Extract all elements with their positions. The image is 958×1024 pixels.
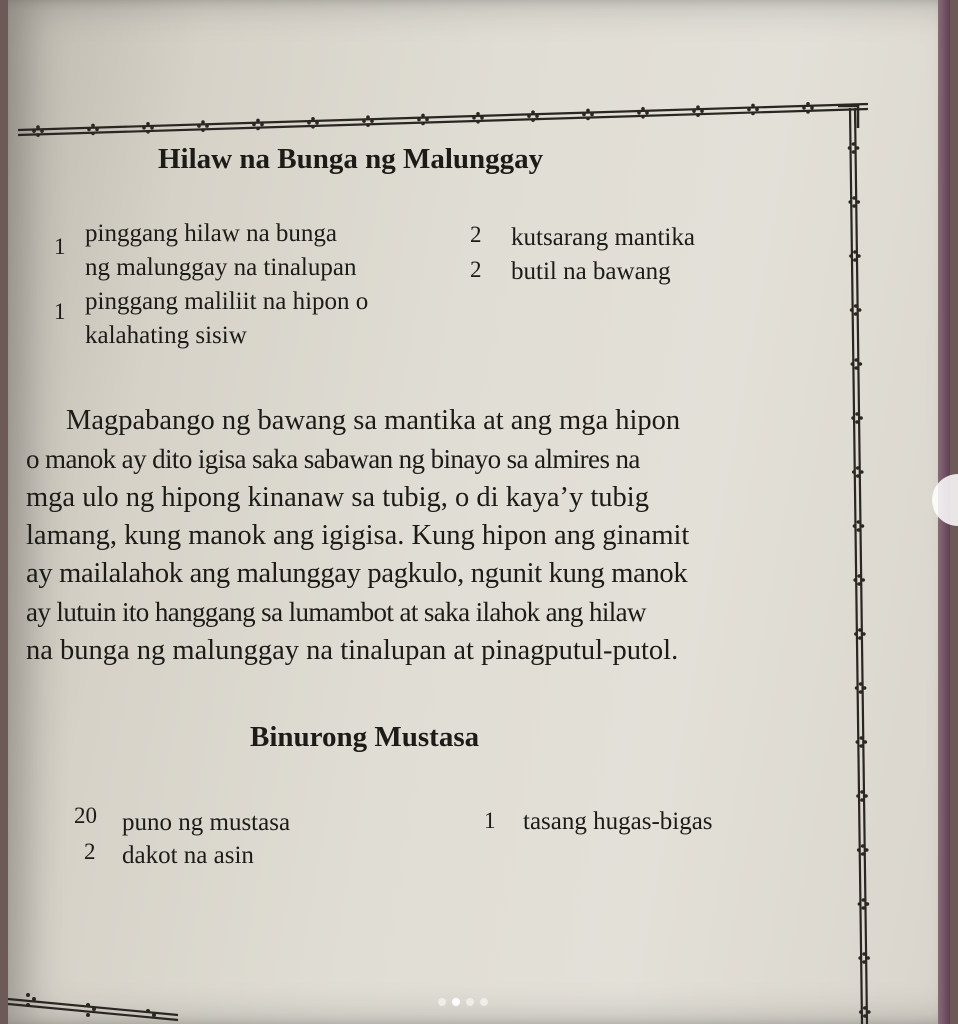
ingredient-text: butil na bawang	[511, 258, 671, 285]
carousel-dot[interactable]	[480, 998, 488, 1006]
carousel-dot[interactable]	[452, 998, 460, 1006]
instruction-line: ay lutuin ito hanggang sa lumambot at saka ilahok ang hilaw	[26, 597, 646, 628]
recipe-title: Binurong Mustasa	[250, 721, 480, 753]
ingredient-qty: 2	[470, 257, 482, 282]
recipe-instructions	[26, 402, 836, 670]
ingredient-text: tasang hugas-bigas	[523, 808, 713, 835]
ingredient-qty: 1	[484, 808, 496, 833]
carousel-dot[interactable]	[438, 998, 446, 1006]
ingredient-text: dakot na asin	[122, 842, 254, 869]
ingredient-qty: 20	[74, 803, 97, 828]
recipe-title: Hilaw na Bunga ng Malunggay	[158, 143, 544, 175]
decorative-border-bottom	[8, 985, 178, 1024]
carousel-indicator	[438, 998, 488, 1006]
ingredient-qty: 2	[470, 222, 482, 247]
ingredient-text: kutsarang mantika	[511, 224, 695, 251]
instruction-line: lamang, kung manok ang igigisa. Kung hipon ang ginamit	[26, 519, 690, 551]
decorative-border-top	[8, 98, 870, 138]
ingredient-text: pinggang hilaw na bunga	[85, 220, 338, 247]
ingredient-text: puno ng mustasa	[122, 809, 291, 836]
ingredient-text: ng malunggay na tinalupan	[85, 254, 357, 281]
decorative-border-right	[840, 108, 880, 1024]
ingredient-qty: 1	[54, 299, 66, 324]
ingredient-qty: 1	[54, 234, 66, 259]
instruction-line: na bunga ng malunggay na tinalupan at pinagputul-putol.	[26, 634, 679, 666]
book-page	[8, 0, 950, 1024]
ingredient-text: kalahating sisiw	[85, 322, 247, 349]
carousel-dot[interactable]	[466, 998, 474, 1006]
instruction-line: ay mailalahok ang malunggay pagkulo, ngunit kung manok	[26, 558, 688, 590]
ingredient-text: pinggang maliliit na hipon o	[85, 288, 369, 315]
instruction-line: o manok ay dito igisa saka sabawan ng binayo sa almires na	[26, 444, 640, 475]
ingredient-qty: 2	[84, 839, 96, 864]
instruction-line: Magpabango ng bawang sa mantika at ang mga hipon	[66, 405, 681, 436]
instruction-line: mga ulo ng hipong kinanaw sa tubig, o di kaya’y tubig	[26, 481, 649, 513]
